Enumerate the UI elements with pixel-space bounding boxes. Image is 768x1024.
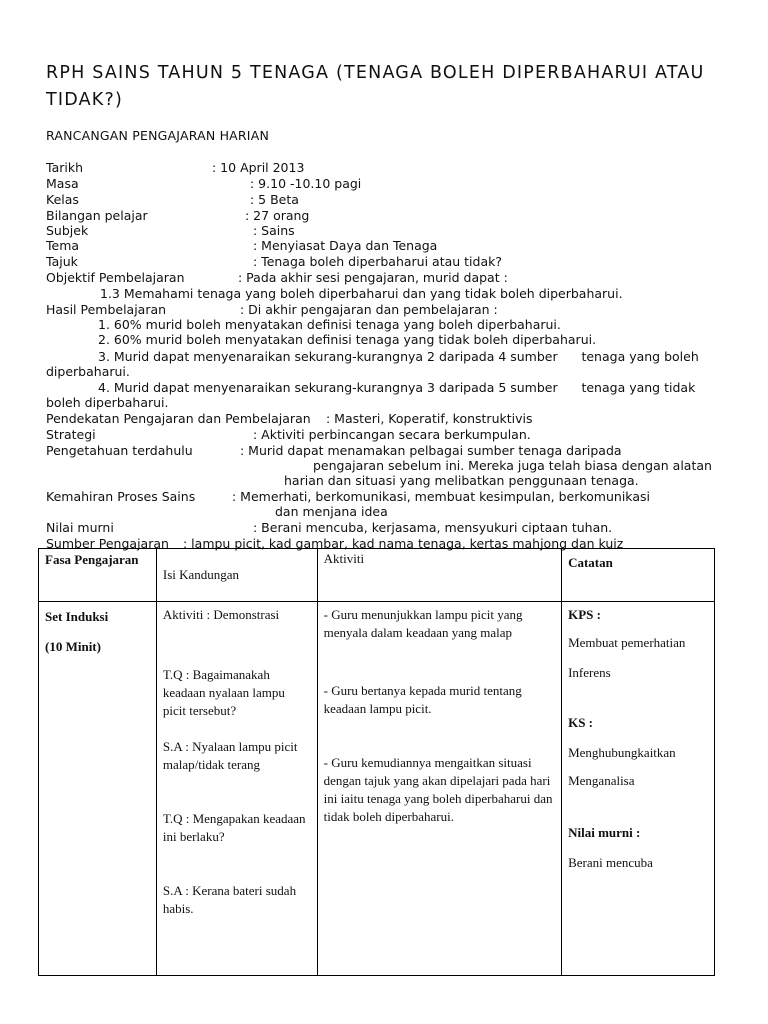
pengetahuan-label: Pengetahuan terdahulu	[46, 443, 193, 458]
header-aktiviti: Aktiviti	[317, 549, 561, 602]
kelas-value: : 5 Beta	[250, 192, 299, 207]
tarikh-label: Tarikh	[46, 160, 83, 175]
subjek-label: Subjek	[46, 223, 89, 238]
isi-item: T.Q : Bagaimanakah keadaan nyalaan lampu picit tersebut?	[162, 667, 285, 718]
hasil-item-4: 4. Murid dapat menyenaraikan sekurang-kurangnya 3 daripada 5 sumber tenaga yang tidak	[98, 380, 696, 395]
pengetahuan-line-2: pengajaran sebelum ini. Mereka juga telah biasa dengan alatan	[313, 458, 712, 473]
isi-item: T.Q : Mengapakan keadaan ini berlaku?	[162, 811, 306, 844]
strategi-label: Strategi	[46, 427, 96, 442]
ks-item: Menghubungkaitkan	[568, 745, 676, 760]
nilai-murni-item: Berani mencuba	[568, 855, 653, 870]
isi-item: S.A : Kerana bateri sudah habis.	[162, 883, 297, 916]
fasa-name: Set Induksi	[45, 609, 109, 624]
kps-item: Membuat pemerhatian	[568, 635, 686, 650]
masa-value: : 9.10 -10.10 pagi	[250, 176, 362, 191]
isi-item: Aktiviti : Demonstrasi	[162, 607, 280, 622]
hasil-item-1: 1. 60% murid boleh menyatakan definisi tenaga yang boleh diperbaharui.	[98, 317, 561, 332]
ks-item: Menganalisa	[568, 773, 635, 788]
subjek-value: : Sains	[253, 223, 295, 238]
objektif-label: Objektif Pembelajaran	[46, 270, 185, 285]
nilai-value: : Berani mencuba, kerjasama, mensyukuri ciptaan tuhan.	[253, 520, 613, 535]
aktiviti-cell	[317, 602, 561, 976]
header-isi-text: Isi Kandungan	[162, 567, 240, 582]
fasa-duration: (10 Minit)	[45, 639, 101, 654]
isi-cell	[156, 602, 317, 976]
catatan-cell	[562, 602, 715, 976]
kemahiran-value: : Memerhati, berkomunikasi, membuat kesimpulan, berkomunikasi	[232, 489, 650, 504]
sumber-value: : lampu picit, kad gambar, kad nama tenaga, kertas mahjong dan kuiz	[183, 536, 624, 551]
header-catatan: Catatan	[562, 549, 715, 602]
aktiviti-item: - Guru kemudiannya mengaitkan situasi dengan tajuk yang akan dipelajari pada hari ini iaitu tenaga yang boleh diperbaharui dan tidak boleh diperbaharui.	[323, 755, 553, 824]
header-fasa: Fasa Pengajaran	[39, 549, 157, 602]
ks-label: KS :	[568, 715, 594, 730]
table-header-row	[39, 549, 715, 602]
pendekatan-label: Pendekatan Pengajaran dan Pembelajaran	[46, 411, 311, 426]
hasil-value: : Di akhir pengajaran dan pembelajaran :	[240, 302, 498, 317]
bilangan-value: : 27 orang	[245, 208, 310, 223]
masa-label: Masa	[46, 176, 79, 191]
objektif-value: : Pada akhir sesi pengajaran, murid dapat :	[238, 270, 508, 285]
tajuk-value: : Tenaga boleh diperbaharui atau tidak?	[253, 254, 502, 269]
fasa-cell	[39, 602, 157, 976]
tema-value: : Menyiasat Daya dan Tenaga	[253, 238, 438, 253]
hasil-item-2: 2. 60% murid boleh menyatakan definisi tenaga yang tidak boleh diperbaharui.	[98, 332, 597, 347]
hasil-item-3-cont: diperbaharui.	[46, 364, 130, 379]
strategi-value: : Aktiviti perbincangan secara berkumpulan.	[253, 427, 531, 442]
nilai-murni-label: Nilai murni :	[568, 825, 641, 840]
aktiviti-item: - Guru menunjukkan lampu picit yang menyala dalam keadaan yang malap	[323, 607, 523, 640]
kps-item: Inferens	[568, 665, 611, 680]
subtitle: RANCANGAN PENGAJARAN HARIAN	[46, 128, 269, 143]
pengetahuan-line-3: harian dan situasi yang melibatkan penggunaan tenaga.	[284, 473, 639, 488]
tema-label: Tema	[46, 238, 80, 253]
nilai-label: Nilai murni	[46, 520, 114, 535]
page-title: RPH SAINS TAHUN 5 TENAGA (TENAGA BOLEH DIPERBAHARUI ATAU TIDAK?)	[46, 63, 705, 110]
lesson-table	[38, 548, 715, 976]
kemahiran-line-2: dan menjana idea	[275, 504, 388, 519]
kelas-label: Kelas	[46, 192, 79, 207]
pengetahuan-value: : Murid dapat menamakan pelbagai sumber tenaga daripada	[240, 443, 622, 458]
hasil-label: Hasil Pembelajaran	[46, 302, 167, 317]
aktiviti-item: - Guru bertanya kepada murid tentang keadaan lampu picit.	[323, 683, 522, 716]
table-row	[39, 602, 715, 976]
tarikh-value: : 10 April 2013	[212, 160, 305, 175]
tajuk-label: Tajuk	[46, 254, 78, 269]
pendekatan-value: : Masteri, Koperatif, konstruktivis	[326, 411, 533, 426]
kps-label: KPS :	[568, 607, 601, 622]
header-isi	[156, 549, 317, 602]
hasil-item-4-cont: boleh diperbaharui.	[46, 395, 169, 410]
objektif-item: 1.3 Memahami tenaga yang boleh diperbaharui dan yang tidak boleh diperbaharui.	[100, 286, 623, 301]
isi-item: S.A : Nyalaan lampu picit malap/tidak terang	[162, 739, 298, 772]
bilangan-label: Bilangan pelajar	[46, 208, 148, 223]
hasil-item-3: 3. Murid dapat menyenaraikan sekurang-kurangnya 2 daripada 4 sumber tenaga yang boleh	[98, 349, 699, 364]
kemahiran-label: Kemahiran Proses Sains	[46, 489, 196, 504]
sumber-label: Sumber Pengajaran	[46, 536, 169, 551]
